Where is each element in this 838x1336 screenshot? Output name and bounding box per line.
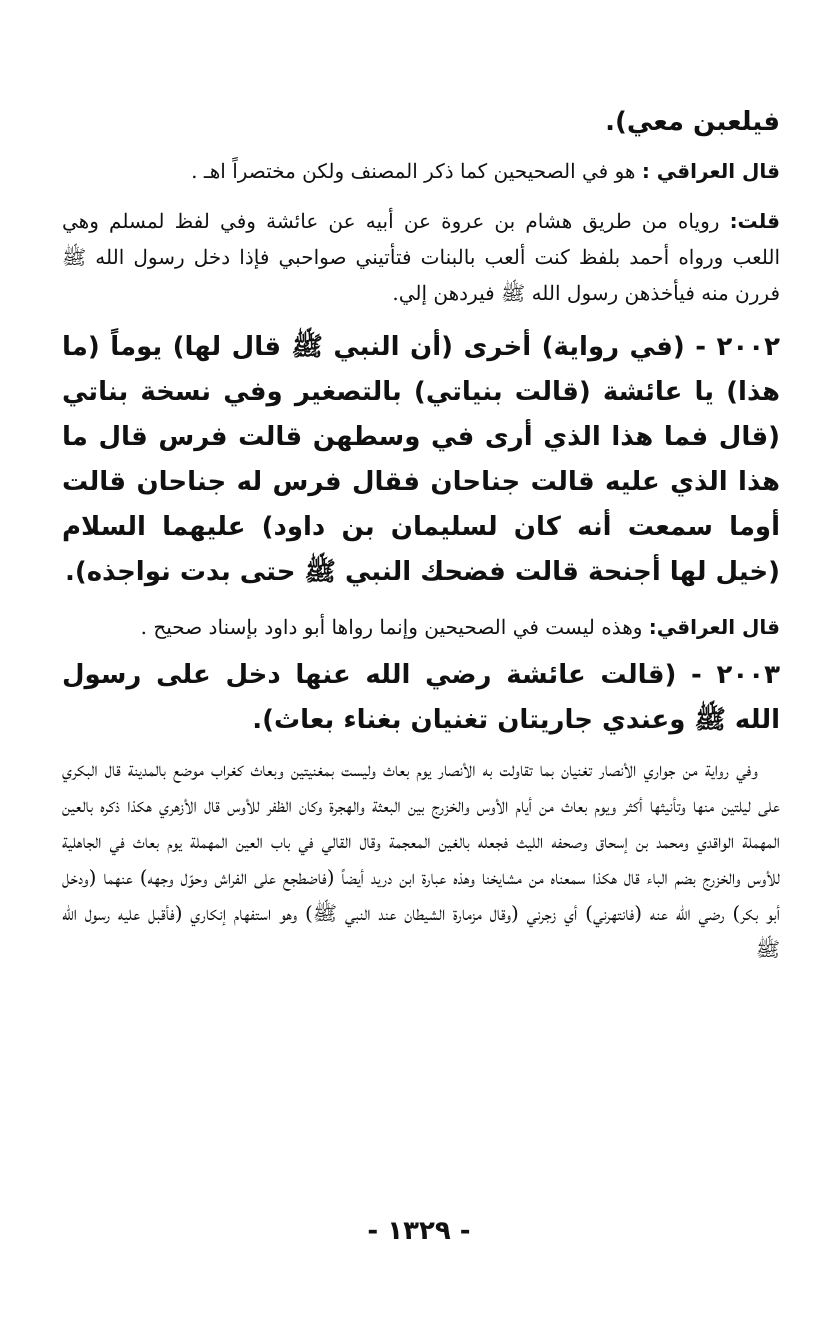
iraqi-text-2: وهذه ليست في الصحيحين وإنما رواها أبو داود بإسناد صحيح . <box>140 615 649 639</box>
continuation-text: فيلعبن معي). <box>605 107 780 137</box>
bu-ath-text: وفي رواية من جواري الأنصار تغنيان بما تقاولت به الأنصار يوم بعاث وليست بمغنيتين وبعاث كغراب موضع بالمدينة قال البكري على ليلتين منها وتأنيثها أكثر ويوم بعاث من أيام الأوس والخزرج بين البعثة والهجرة وكان الظفر للأوس قال الأزهري هكذا ذكره بالعين المهملة الواقدي ومحمد بن إسحاق وصحفه الليث فجعله بالغين المعجمة وقال القالي في باب العين المهملة يوم بعاث في الجاهلية للأوس والخزرج بضم الباء قال هكذا سمعناه من مشايخنا وهذه عبارة ابن دريد أيضاً (فاضطجع على الفراش وحوّل وجهه) عنهما (ودخل أبو بكر) رضي الله عنه (فانتهرني) أي زجرني (وقال مزمارة الشيطان عند النبي ﷺ) وهو استفهام إنكاري (فأقبل عليه رسول الله ﷺ <box>62 757 781 961</box>
hadith-2002 <box>62 325 780 595</box>
iraqi-comment-2 <box>62 609 780 645</box>
qultu-text: روياه من طريق هشام بن عروة عن أبيه عن عائشة وفي لفظ لمسلم وهي اللعب ورواه أحمد بلفظ كنت ألعب بالبنات فتأتيني صواحبي فإذا دخل رسول الله ﷺ فررن منه فيأخذهن رسول الله ﷺ فيردهن إلي. <box>62 209 780 305</box>
commentary-qultu <box>62 203 780 311</box>
hadith-text-2002: (في رواية) أخرى (أن النبي ﷺ قال لها) يوماً (ما هذا) يا عائشة (قالت بنياتي) بالتصغير وفي نسخة بناتي (قال فما هذا الذي أرى في وسطهن قالت فرس قال ما هذا الذي عليه قالت جناحان فقال فرس له جناحان قالت أوما سمعت أنه كان لسليمان بن داود) عليهما السلام (خيل لها أجنحة قالت فضحك النبي ﷺ حتى بدت نواجذه). <box>62 332 780 587</box>
hadith-2003 <box>62 653 780 743</box>
hadith-number-2003: ٢٠٠٣ - <box>691 660 781 690</box>
page-number: - ١٣٢٩ - <box>367 1216 471 1246</box>
iraqi-label-1: قال العراقي : <box>641 159 780 183</box>
hadith-number-2002: ٢٠٠٢ - <box>695 332 780 362</box>
qultu-label: قلت: <box>729 209 780 233</box>
iraqi-comment-1 <box>62 153 780 189</box>
iraqi-label-2: قال العراقي: <box>648 615 780 639</box>
page-body <box>62 100 780 967</box>
paragraph-continuation <box>62 100 780 145</box>
hadith-text-2003: (قالت عائشة رضي الله عنها دخل على رسول الله ﷺ وعندي جاريتان تغنيان بغناء بعاث). <box>62 660 780 735</box>
iraqi-text-1: هو في الصحيحين كما ذكر المصنف ولكن مختصراً اهـ . <box>191 159 642 183</box>
commentary-bu-ath <box>62 751 780 967</box>
